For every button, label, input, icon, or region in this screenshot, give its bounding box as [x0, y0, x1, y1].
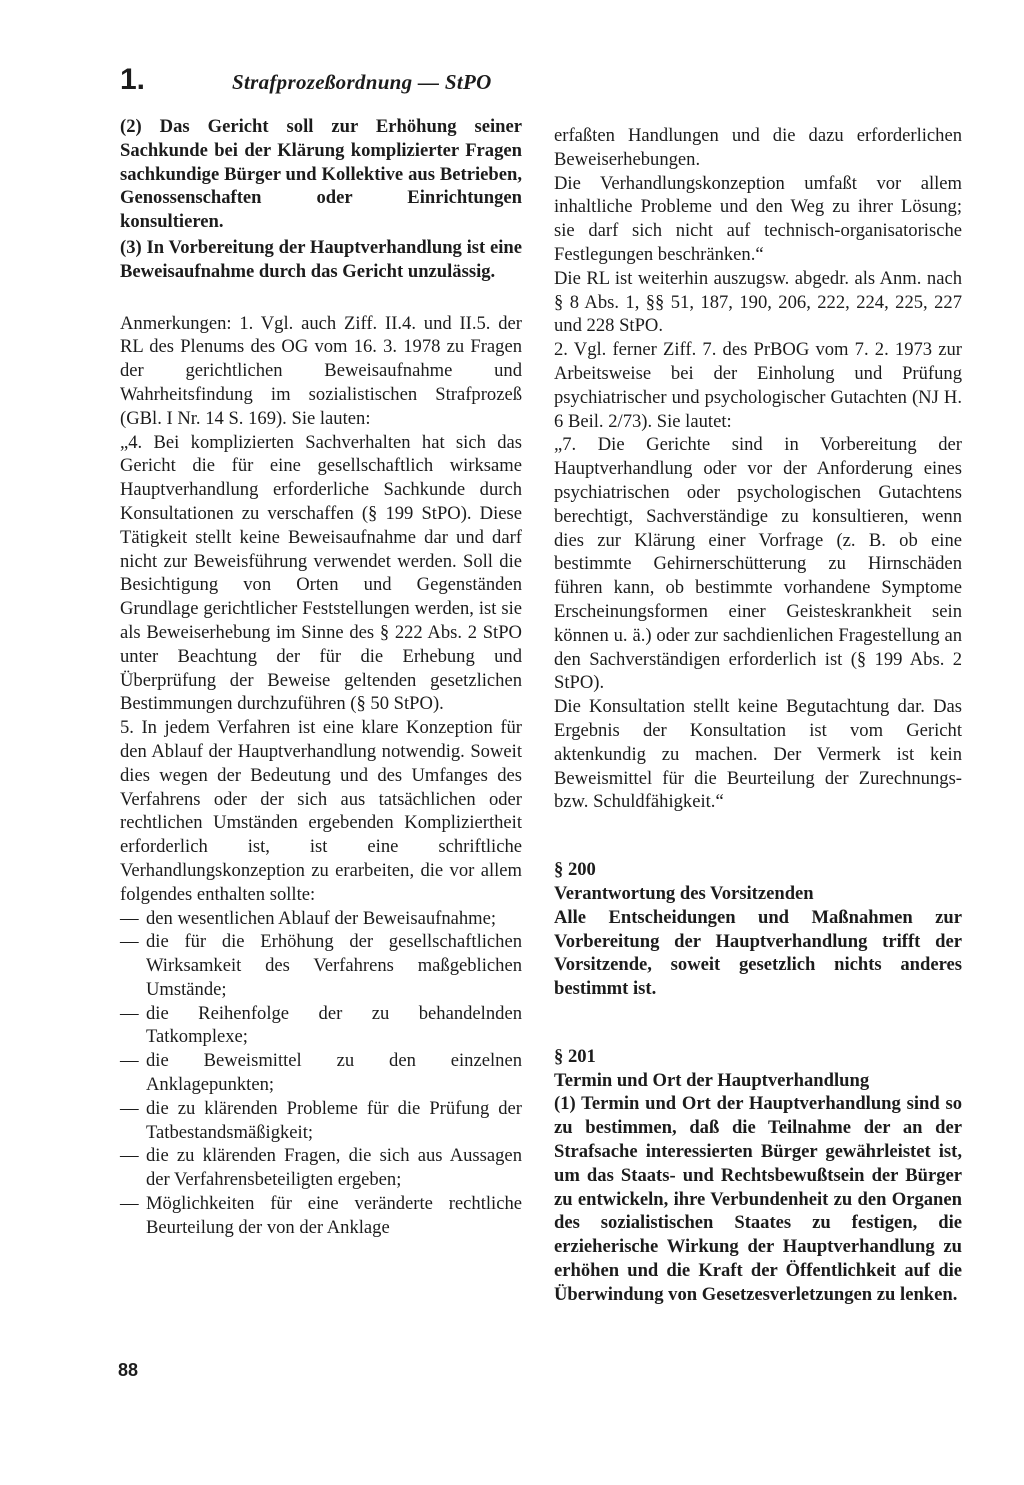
- list-item: [120, 1049, 522, 1097]
- page-number: 88: [118, 1360, 139, 1380]
- list-item: [120, 1002, 522, 1050]
- section-number: § 201: [554, 1045, 596, 1067]
- list-item: [120, 930, 522, 1001]
- list-continuation: erfaßten Handlungen und die dazu erforderlichen Beweiserhebungen.: [554, 125, 962, 170]
- list-item-text: die zu klärenden Fragen, die sich aus Aussagen der Verfahrensbeteiligten ergeben;: [146, 1145, 522, 1191]
- notes-intro: Anmerkungen: 1. Vgl. auch Ziff. II.4. und II.5. der RL des Plenums des OG vom 16. 3. 1978 zu Fragen der gerichtlichen Beweisaufnahme und Wahrheitsfindung im sozialistischen Strafprozeß (GBl. I Nr. 14 S. 169). Sie lauten:: [120, 312, 522, 429]
- quote-point-5: 5. In jedem Verfahren ist eine klare Konzeption für den Ablauf der Hauptverhandlung notwendig. Soweit dies wegen der Bedeutung und des Umfanges des Verfahrens oder der sich aus tatsächlichen oder rechtlichen Umständen ergebenden Kompliziertheit erforderlich ist, ist eine schriftliche Verhandlungskonzeption zu erarbeiten, die vor allem folgendes enthalten sollte:: [120, 717, 522, 905]
- section-title: Termin und Ort der Hauptverhandlung: [554, 1069, 870, 1091]
- running-title: Strafprozeßordnung — StPO: [232, 70, 492, 94]
- list-item-text: die Beweismittel zu den einzelnen Anklagepunkten;: [146, 1050, 522, 1096]
- quote-point-7: „7. Die Gerichte sind in Vorbereitung der Hauptverhandlung oder vor der Anforderung eines psychiatrischen oder psychologischen Gutachtens berechtigt, Sachverständige zu konsultieren, wenn dies zur Klärung einer Vorfrage (z. B. ob eine bestimmte Gehirnerschütterung zu Hirnschäden führen kann, ob bestimmte vorhandene Symptome Erscheinungsformen einer Geisteskrankheit sein können u. ä.) oder zur sachdienlichen Fragestellung an den Sachverständigen erforderlich ist (§ 199 Abs. 2 StPO).: [554, 434, 962, 694]
- list-item: [120, 1097, 522, 1145]
- dash-bullet: —: [120, 1050, 139, 1072]
- page-header: [120, 62, 540, 102]
- list-item: [120, 907, 522, 931]
- note-2: 2. Vgl. ferner Ziff. 7. des PrBOG vom 7. 2. 1973 zur Arbeitsweise bei der Einholung und Prüfung psychiatrischer und psychologischer Gutachten (NJ H. 6 Beil. 2/73). Sie lautet:: [554, 339, 962, 432]
- list-item-text: die zu klärenden Probleme für die Prüfung der Tatbestandsmäßigkeit;: [146, 1097, 522, 1143]
- quote-point-4: „4. Bei komplizierten Sachverhalten hat sich das Gericht die für eine gesellschaftlich wirksame Hauptverhandlung erforderliche Sachkunde durch Konsultationen zu verschaffen (§ 199 StPO). Diese Tätigkeit stellt keine Beweisaufnahme dar und darf nicht zur Beweisführung verwendet werden. Soll die Besichtigung von Orten und Gegenständen Grundlage gerichtlicher Feststellungen werden, ist sie als Beweiserhebung im Sinne des § 222 Abs. 2 StPO unter Beachtung der für die Erhebung und Überprüfung der Beweise geltenden gesetzlichen Bestimmungen durchzuführen (§ 50 StPO).: [120, 431, 522, 715]
- section-201: [554, 1045, 962, 1307]
- section-number: § 200: [554, 859, 596, 881]
- chapter-number: 1.: [120, 63, 146, 96]
- list-item-text: die für die Erhöhung der gesellschaftlichen Wirksamkeit des Verfahrens maßgeblichen Umstände;: [146, 931, 522, 1000]
- dash-bullet: —: [120, 1145, 139, 1167]
- consultation-text: Die Konsultation stellt keine Begutachtung dar. Das Ergebnis der Konsultation ist vom Gericht aktenkundig zu machen. Der Vermerk ist kein Beweismittel für die Beurteilung der Zurechnungs- bzw. Schuldfähigkeit.“: [554, 696, 962, 813]
- dash-bullet: —: [120, 931, 139, 953]
- dash-bullet: —: [120, 1193, 139, 1215]
- list-item-text: den wesentlichen Ablauf der Beweisaufnahme;: [146, 907, 497, 929]
- dash-bullet: —: [120, 1097, 139, 1119]
- list-item: [120, 1192, 522, 1240]
- section-200: [554, 858, 962, 1001]
- list-item: [120, 1144, 522, 1192]
- list-item-text: die Reihenfolge der zu behandelnden Tatkomplexe;: [146, 1002, 522, 1048]
- section-title: Verantwortung des Vorsitzenden: [554, 882, 814, 904]
- left-column: [120, 115, 522, 1240]
- list-item-text: Möglichkeiten für eine veränderte rechtliche Beurteilung der von der Anklage: [146, 1193, 522, 1238]
- dash-bullet: —: [120, 907, 139, 929]
- section-body: (1) Termin und Ort der Hauptverhandlung sind so zu bestimmen, daß die Teilnahme der an der Strafsache interessierten Bürger gewährleistet ist, um das Staats- und Rechtsbewußtsein der Bürger zu entwickeln, ihre Verbundenheit zu den Organen des sozialistischen Staates zu festigen, die erzieherische Wirkung der Hauptverhandlung zu erhöhen und die Kraft der Öffentlichkeit auf die Überwindung von Gesetzesverletzungen zu lenken.: [554, 1093, 962, 1305]
- concept-text: Die Verhandlungskonzeption umfaßt vor allem inhaltliche Probleme und den Weg zu ihrer Lösung; sie darf sich nicht auf technisch-organisatorische Festlegungen beschränken.“: [554, 172, 962, 265]
- right-column: [554, 124, 962, 1307]
- paragraph-3: (3) In Vorbereitung der Hauptverhandlung ist eine Beweisaufnahme durch das Gericht unzulässig.: [120, 236, 522, 282]
- paragraph-2: (2) Das Gericht soll zur Erhöhung seiner Sachkunde bei der Klärung komplizierter Fragen sachkundige Bürger und Kollektive aus Betrieben, Genossenschaften oder Einrichtungen konsultieren.: [120, 116, 522, 233]
- rl-reference: Die RL ist weiterhin auszugsw. abgedr. als Anm. nach § 8 Abs. 1, §§ 51, 187, 190, 206, 222, 224, 225, 227 und 228 StPO.: [554, 267, 962, 337]
- section-body: Alle Entscheidungen und Maßnahmen zur Vorbereitung der Hauptverhandlung trifft der Vorsitzende, soweit gesetzlich nichts anderes bestimmt ist.: [554, 906, 962, 1000]
- conception-list: [120, 907, 522, 1240]
- dash-bullet: —: [120, 1002, 139, 1024]
